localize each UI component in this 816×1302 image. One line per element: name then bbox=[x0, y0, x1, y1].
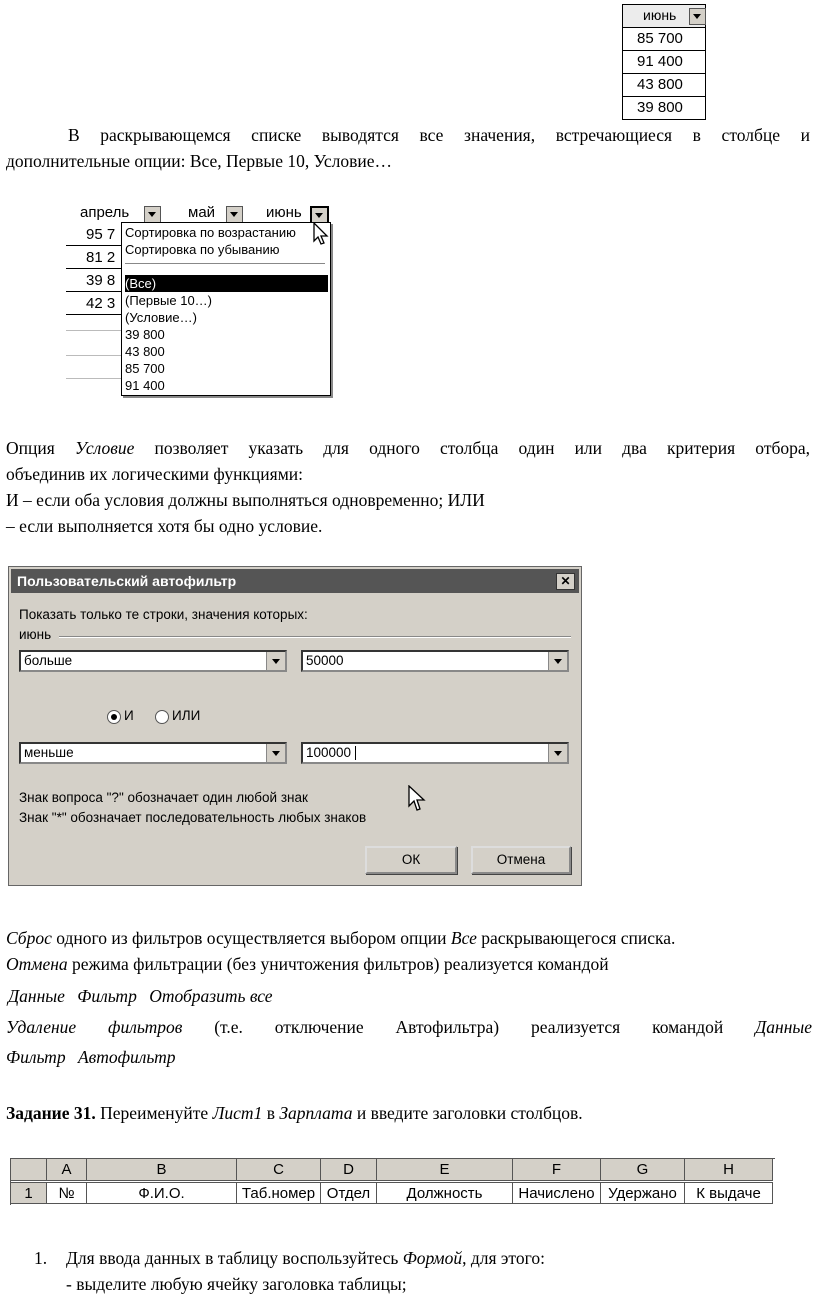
mouse-pointer-icon bbox=[407, 785, 427, 813]
list-item-value[interactable]: 85 700 bbox=[125, 361, 165, 376]
cell: 42 3 bbox=[66, 293, 124, 315]
grid-line bbox=[66, 378, 124, 379]
column-letter[interactable]: B bbox=[87, 1159, 237, 1181]
row-number[interactable]: 1 bbox=[11, 1182, 47, 1204]
paragraph-line: В раскрывающемся списке выводятся все значения, встречающиеся в столбце и bbox=[68, 125, 810, 145]
dropdown-arrow-icon[interactable] bbox=[226, 206, 243, 223]
sheet-name-new: Зарплата bbox=[279, 1103, 353, 1123]
value2-text: 100000 bbox=[306, 745, 352, 760]
list-item-value[interactable]: 91 400 bbox=[125, 378, 165, 393]
dropdown-arrow-icon[interactable] bbox=[144, 206, 161, 223]
column-letter[interactable]: E bbox=[377, 1159, 513, 1181]
operator1-value: больше bbox=[24, 653, 73, 668]
list-item-all[interactable]: (Все) bbox=[125, 275, 328, 292]
sheet-name-old: Лист1 bbox=[212, 1103, 263, 1123]
menu-filter: Фильтр bbox=[77, 986, 137, 1006]
operator1-select[interactable] bbox=[19, 650, 287, 672]
mouse-pointer-icon bbox=[312, 222, 330, 246]
list-item-line bbox=[66, 1245, 806, 1271]
menu-path-show-all bbox=[8, 983, 608, 1012]
header-cell[interactable]: № bbox=[47, 1182, 87, 1204]
value1-text: 50000 bbox=[306, 653, 344, 668]
task-heading-line bbox=[6, 1100, 814, 1126]
text-span: раскрывающегося списка. bbox=[481, 928, 676, 948]
term-all: Все bbox=[450, 928, 477, 948]
column-letter[interactable]: F bbox=[513, 1159, 601, 1181]
column-name-label: июнь bbox=[19, 627, 52, 642]
text-span: позволяет указать для одного столбца один или два критерия отбора, bbox=[154, 438, 811, 458]
chevron-down-icon[interactable] bbox=[548, 744, 567, 762]
close-icon[interactable]: ✕ bbox=[556, 573, 575, 590]
value2-combo[interactable] bbox=[301, 742, 569, 764]
column-letter[interactable]: H bbox=[685, 1159, 773, 1181]
text-span: в bbox=[266, 1103, 275, 1123]
column-letter[interactable]: C bbox=[237, 1159, 321, 1181]
mini-table-header-label: июнь bbox=[643, 7, 677, 23]
column-letter[interactable]: A bbox=[47, 1159, 87, 1181]
paragraph-line: объединив их логическими функциями: bbox=[6, 464, 304, 484]
cell: 39 8 bbox=[66, 270, 124, 292]
text-span: (т.е. отключение Автофильтра) реализуется командой bbox=[214, 1017, 724, 1037]
mini-table-cell: 91 400 bbox=[622, 51, 706, 74]
dropdown-list[interactable] bbox=[121, 222, 331, 396]
group-divider bbox=[59, 636, 571, 638]
column-header-june: июнь bbox=[266, 204, 302, 221]
mini-table bbox=[622, 4, 706, 120]
grid-line bbox=[66, 330, 124, 331]
corner-cell[interactable] bbox=[11, 1159, 47, 1181]
hint-question-mark: Знак вопроса "?" обозначает один любой знак bbox=[19, 790, 308, 805]
text-span: Опция bbox=[6, 438, 55, 458]
chevron-down-icon[interactable] bbox=[548, 652, 567, 670]
menu-data: Данные bbox=[755, 1017, 812, 1037]
paragraph-line bbox=[6, 925, 814, 951]
dialog-title: Пользовательский автофильтр bbox=[17, 573, 237, 589]
column-letter[interactable]: D bbox=[321, 1159, 377, 1181]
paragraph-line bbox=[6, 435, 810, 461]
text-span: и введите заголовки столбцов. bbox=[356, 1103, 583, 1123]
term-cancel: Отмена bbox=[6, 954, 68, 974]
column-header-april: апрель bbox=[80, 204, 130, 221]
term-remove-filters: Удаление фильтров bbox=[6, 1017, 183, 1037]
mini-table-cell: 85 700 bbox=[622, 28, 706, 51]
radio-or[interactable] bbox=[155, 710, 169, 724]
ok-button[interactable]: ОК bbox=[365, 846, 457, 874]
term-form: Формой bbox=[402, 1248, 463, 1268]
list-item-value[interactable]: 43 800 bbox=[125, 344, 165, 359]
list-item-custom[interactable]: (Условие…) bbox=[125, 310, 197, 325]
header-cell[interactable]: Отдел bbox=[321, 1182, 377, 1204]
menu-autofilter: Автофильтр bbox=[77, 1047, 176, 1067]
text-span: режима фильтрации (без уничтожения фильтров) реализуется командой bbox=[72, 954, 609, 974]
grid-line bbox=[66, 355, 124, 356]
custom-autofilter-dialog bbox=[8, 566, 582, 886]
text-cursor bbox=[355, 746, 356, 760]
header-cell[interactable]: Удержано bbox=[601, 1182, 685, 1204]
chevron-down-icon[interactable] bbox=[266, 652, 285, 670]
text-span: , для этого: bbox=[462, 1248, 545, 1268]
menu-data: Данные bbox=[8, 986, 65, 1006]
paragraph-line: – если выполняется хотя бы одно условие. bbox=[6, 516, 323, 536]
text-span: Для ввода данных в таблицу воспользуйтесь bbox=[66, 1248, 399, 1268]
operator2-select[interactable] bbox=[19, 742, 287, 764]
radio-and[interactable] bbox=[107, 710, 121, 724]
list-item-top10[interactable]: (Первые 10…) bbox=[125, 293, 213, 308]
task-number: Задание 31. bbox=[6, 1103, 96, 1123]
mini-table-cell: 43 800 bbox=[622, 74, 706, 97]
list-item-sort-asc[interactable]: Сортировка по возрастанию bbox=[125, 225, 296, 240]
value1-combo[interactable] bbox=[301, 650, 569, 672]
list-separator bbox=[125, 263, 325, 264]
header-cell[interactable]: К выдаче bbox=[685, 1182, 773, 1204]
text-span: одного из фильтров осуществляется выбором опции bbox=[56, 928, 447, 948]
mini-table-header bbox=[622, 4, 706, 28]
radio-or-label[interactable]: ИЛИ bbox=[172, 708, 201, 723]
column-header-may: май bbox=[188, 204, 216, 221]
text-span: Переименуйте bbox=[100, 1103, 209, 1123]
cell: 81 2 bbox=[66, 247, 124, 269]
column-letter[interactable]: G bbox=[601, 1159, 685, 1181]
paragraph-line bbox=[6, 951, 814, 977]
paragraph-line: дополнительные опции: Все, Первые 10, Условие… bbox=[6, 151, 393, 171]
show-rows-label: Показать только те строки, значения которых: bbox=[19, 607, 308, 622]
autofilter-dropdown-illustration bbox=[66, 200, 336, 396]
cell: 95 7 bbox=[66, 224, 124, 246]
radio-and-label[interactable]: И bbox=[124, 708, 134, 723]
list-item-sort-desc[interactable]: Сортировка по убыванию bbox=[125, 242, 280, 257]
cancel-button[interactable]: Отмена bbox=[471, 846, 571, 874]
spreadsheet-header-snippet bbox=[10, 1158, 775, 1205]
menu-path-autofilter bbox=[6, 1044, 606, 1073]
term-condition: Условие bbox=[74, 438, 135, 458]
list-item-value[interactable]: 39 800 bbox=[125, 327, 165, 342]
hint-asterisk: Знак "*" обозначает последовательность любых знаков bbox=[19, 810, 367, 825]
list-item-line: - выделите любую ячейку заголовка таблицы; bbox=[66, 1274, 407, 1294]
chevron-down-icon[interactable] bbox=[266, 744, 285, 762]
operator2-value: меньше bbox=[24, 745, 74, 760]
header-cell[interactable]: Таб.номер bbox=[237, 1182, 321, 1204]
term-reset: Сброс bbox=[6, 928, 52, 948]
list-number: 1. bbox=[34, 1248, 48, 1268]
paragraph-line: И – если оба условия должны выполняться одновременно; ИЛИ bbox=[6, 490, 485, 510]
menu-show-all: Отобразить все bbox=[149, 986, 273, 1006]
header-cell[interactable]: Начислено bbox=[513, 1182, 601, 1204]
mini-table-cell: 39 800 bbox=[622, 97, 706, 120]
header-cell[interactable]: Должность bbox=[377, 1182, 513, 1204]
menu-filter: Фильтр bbox=[6, 1047, 66, 1067]
header-cell[interactable]: Ф.И.О. bbox=[87, 1182, 237, 1204]
dropdown-arrow-icon[interactable] bbox=[689, 8, 706, 25]
paragraph-line bbox=[6, 1014, 812, 1043]
dialog-title-bar bbox=[11, 569, 579, 593]
